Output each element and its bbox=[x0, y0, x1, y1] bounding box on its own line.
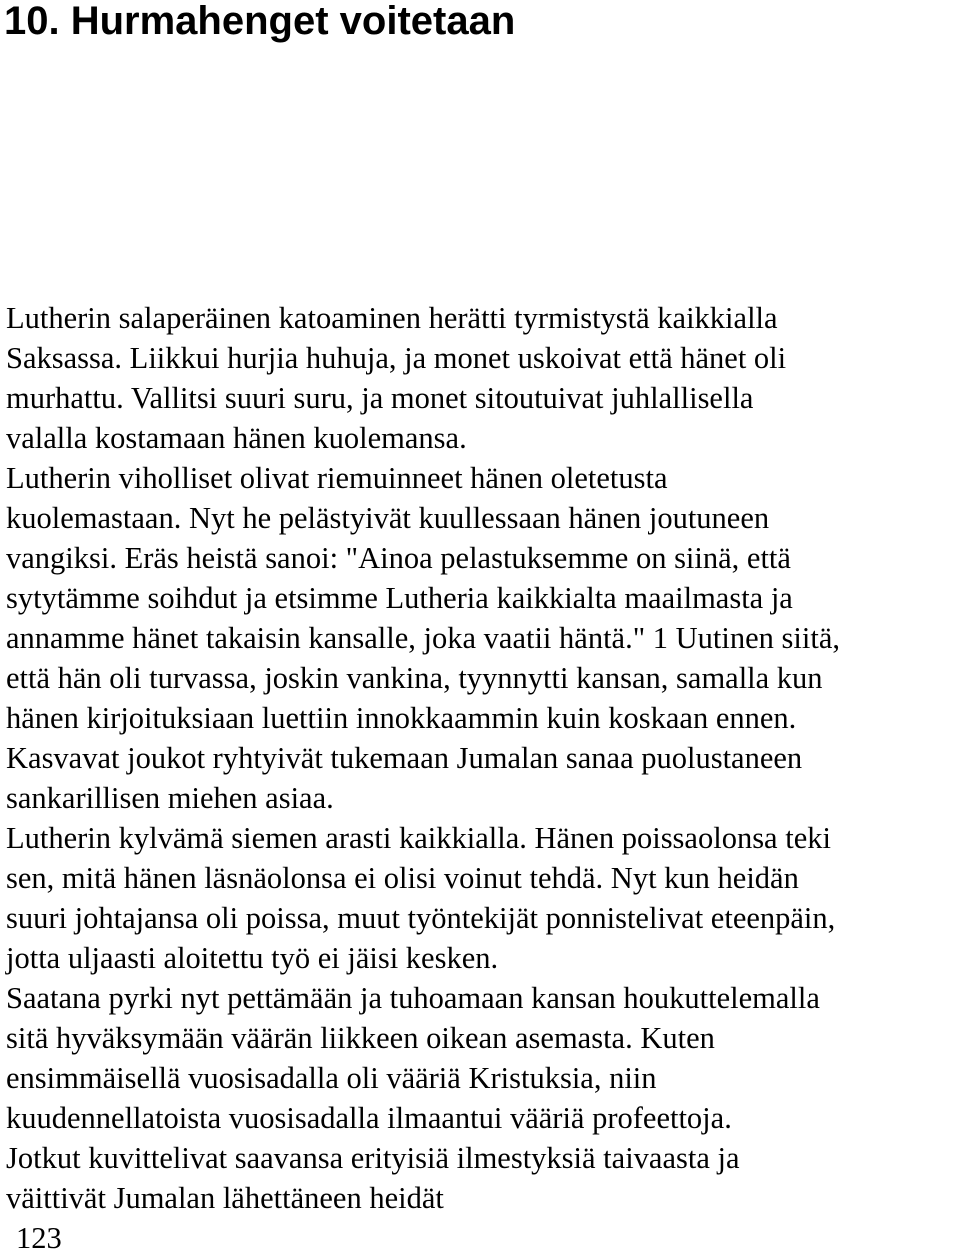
chapter-body bbox=[6, 298, 960, 1218]
text-line: Kasvavat joukot ryhtyivät tukemaan Jumalan sanaa puolustaneen bbox=[6, 741, 803, 775]
text-line: Lutherin kylvämä siemen arasti kaikkialla. Hänen poissaolonsa teki bbox=[6, 821, 831, 855]
text-line: Saatana pyrki nyt pettämään ja tuhoamaan kansan houkuttelemalla bbox=[6, 981, 820, 1015]
text-line: sen, mitä hänen läsnäolonsa ei olisi voinut tehdä. Nyt kun heidän bbox=[6, 861, 799, 895]
text-line: sytytämme soihdut ja etsimme Lutheria kaikkialta maailmasta ja bbox=[6, 581, 793, 615]
text-line: Saksassa. Liikkui hurjia huhuja, ja monet uskoivat että hänet oli bbox=[6, 341, 787, 375]
text-line: annamme hänet takaisin kansalle, joka vaatii häntä." 1 Uutinen siitä, bbox=[6, 621, 840, 655]
chapter-title: 10. Hurmahenget voitetaan bbox=[4, 0, 516, 43]
text-line: vangiksi. Eräs heistä sanoi: "Ainoa pelastuksemme on siinä, että bbox=[6, 541, 791, 575]
text-line: murhattu. Vallitsi suuri suru, ja monet sitoutuivat juhlallisella bbox=[6, 381, 754, 415]
text-line: ensimmäisellä vuosisadalla oli vääriä Kristuksia, niin bbox=[6, 1061, 657, 1095]
text-line: väittivät Jumalan lähettäneen heidät bbox=[6, 1181, 444, 1215]
text-line: sankarillisen miehen asiaa. bbox=[6, 781, 334, 815]
text-line: suuri johtajansa oli poissa, muut työntekijät ponnistelivat eteenpäin, bbox=[6, 901, 836, 935]
text-line: sitä hyväksymään väärän liikkeen oikean asemasta. Kuten bbox=[6, 1021, 715, 1055]
text-line: kuudennellatoista vuosisadalla ilmaantui vääriä profeettoja. bbox=[6, 1101, 732, 1135]
text-line: Lutherin viholliset olivat riemuinneet hänen oletetusta bbox=[6, 461, 668, 495]
text-line: Jotkut kuvittelivat saavansa erityisiä ilmestyksiä taivaasta ja bbox=[6, 1141, 740, 1175]
text-line: Lutherin salaperäinen katoaminen herätti tyrmistystä kaikkialla bbox=[6, 301, 778, 335]
text-line: että hän oli turvassa, joskin vankina, tyynnytti kansan, samalla kun bbox=[6, 661, 823, 695]
text-line: jotta uljaasti aloitettu työ ei jäisi kesken. bbox=[6, 941, 499, 975]
page-number: 123 bbox=[16, 1221, 62, 1255]
text-line: valalla kostamaan hänen kuolemansa. bbox=[6, 421, 467, 455]
text-line: hänen kirjoituksiaan luettiin innokkaammin kuin koskaan ennen. bbox=[6, 701, 797, 735]
text-line: kuolemastaan. Nyt he pelästyivät kuullessaan hänen joutuneen bbox=[6, 501, 770, 535]
